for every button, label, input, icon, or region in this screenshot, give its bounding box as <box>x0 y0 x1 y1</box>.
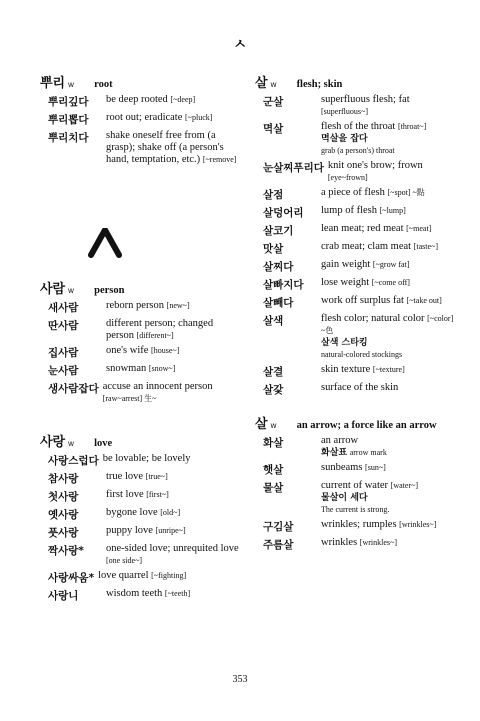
sub-entry <box>40 471 240 486</box>
sub-term: 짝사랑* <box>48 545 84 557</box>
headword: 뿌리 <box>40 76 66 91</box>
sub-tag: [water~] <box>390 481 419 490</box>
sub-entry <box>255 205 455 220</box>
headword-gloss: root <box>94 79 113 90</box>
sub-entry <box>40 525 240 540</box>
sub-gloss: shake oneself free from (a grasp); shake off (a person's hand, temptation, etc.) <box>106 130 224 165</box>
sub-gloss: reborn person <box>106 300 165 311</box>
sub-tag: [~grow fat] <box>372 260 410 269</box>
example-korean: 물살이 세다 <box>321 493 368 503</box>
example-english: The current is strong. <box>321 505 390 514</box>
sub-gloss: flesh of the throat <box>321 121 396 132</box>
sub-tag: [~meat] <box>406 224 432 233</box>
sub-entry <box>255 187 455 202</box>
sub-entry <box>40 489 240 504</box>
sub-term: 구김살 <box>263 521 294 533</box>
sub-gloss: wrinkles; rumples <box>321 519 397 530</box>
sub-entry <box>255 241 455 256</box>
sub-tag: [~teeth] <box>164 589 191 598</box>
sub-term: 살빠지다 <box>263 279 304 291</box>
sub-tag: [~texture] <box>372 365 405 374</box>
sub-gloss: true love <box>106 471 144 482</box>
headword: 살 <box>255 76 268 91</box>
sub-gloss: wisdom teeth <box>106 588 163 599</box>
sub-entry <box>40 363 240 378</box>
sub-entry <box>255 94 455 118</box>
sub-tag: [house~] <box>151 346 180 355</box>
sub-term: 살덩어리 <box>263 207 304 219</box>
sub-tag: [first~] <box>146 490 169 499</box>
sub-entry <box>255 295 455 310</box>
sub-term: 살결 <box>263 366 284 378</box>
word-marker: w <box>68 80 74 89</box>
sub-tag: [superfluous~] <box>321 107 368 116</box>
sub-term: 첫사랑 <box>48 491 79 503</box>
word-marker: w <box>68 439 74 448</box>
sub-entry <box>255 313 455 361</box>
sub-gloss: bygone love <box>106 507 158 518</box>
sub-tag: [throat~] <box>397 122 427 131</box>
headword-gloss: love <box>94 438 113 449</box>
example-english: grab (a person's) throat <box>321 146 395 155</box>
sub-tag: [different~] <box>136 331 174 340</box>
sub-entry <box>255 277 455 292</box>
entry-sal-arrow <box>255 413 455 552</box>
sub-entry <box>40 318 240 342</box>
sub-term: 사랑니 <box>48 590 79 602</box>
entry-saram <box>40 278 240 405</box>
sub-gloss: snowman <box>106 363 147 374</box>
sub-entry <box>255 121 455 157</box>
sub-tag: [~deep] <box>170 95 196 104</box>
sub-term: 뿌리뽑다 <box>48 114 89 126</box>
sub-term: 화살 <box>263 437 284 449</box>
sub-gloss: lump of flesh <box>321 205 377 216</box>
sub-term: 주름살 <box>263 539 294 551</box>
sub-gloss: be lovable; be lovely <box>102 453 191 464</box>
sub-gloss: skin texture <box>321 364 371 375</box>
sub-term: 풋사랑 <box>48 527 79 539</box>
sub-gloss: current of water <box>321 480 389 491</box>
headword-gloss: flesh; skin <box>296 79 343 90</box>
sub-entry <box>40 345 240 360</box>
sub-gloss: wrinkles <box>321 537 358 548</box>
sub-term: 눈사람 <box>48 365 79 377</box>
sub-term: 물살 <box>263 482 284 494</box>
sub-entry <box>255 435 455 459</box>
sub-gloss: surface of the skin <box>321 382 399 393</box>
sub-entry <box>255 160 455 184</box>
sub-entry <box>40 507 240 522</box>
sub-tag: [unripe~] <box>155 526 186 535</box>
sub-entry <box>255 537 455 552</box>
sub-entry <box>255 462 455 477</box>
sub-term: 햇살 <box>263 464 284 476</box>
sub-entry <box>40 94 240 109</box>
example-korean: 멱살을 잡다 <box>321 134 368 144</box>
sub-gloss: an arrow <box>321 435 359 446</box>
sub-term: 사랑스럽다 <box>48 455 99 467</box>
sub-gloss: puppy love <box>106 525 153 536</box>
example-english: arrow mark <box>349 448 387 457</box>
sub-tag: [sun~] <box>365 463 386 472</box>
left-column <box>40 72 240 619</box>
sub-gloss: a piece of flesh <box>321 187 385 198</box>
sub-entry <box>255 519 455 534</box>
example-korean: 살색 스타킹 <box>321 338 368 348</box>
sub-term: 새사람 <box>48 302 79 314</box>
sub-gloss: root out; eradicate <box>106 112 183 123</box>
entry-sal-flesh <box>255 72 455 397</box>
sub-term: 뿌리치다 <box>48 132 89 144</box>
sub-tag: [one side~] <box>106 556 143 565</box>
sub-term: 살찌다 <box>263 261 294 273</box>
sub-tag: [~take out] <box>406 296 442 305</box>
sub-term: 눈살찌푸리다 <box>263 162 324 174</box>
sub-entry <box>255 382 455 397</box>
entry-ppuri <box>40 72 240 166</box>
sub-term: 사랑싸움* <box>48 572 95 584</box>
sub-term: 살코기 <box>263 225 294 237</box>
word-marker: w <box>270 80 277 89</box>
sub-gloss: be deep rooted <box>106 94 168 105</box>
entry-sarang <box>40 431 240 603</box>
example-korean: 화살표 <box>321 448 348 458</box>
headword: 사람 <box>40 282 66 297</box>
sub-entry <box>40 300 240 315</box>
headword-gloss: an arrow; a force like an arrow <box>296 420 437 431</box>
sub-tag: [new~] <box>166 301 190 310</box>
headword-gloss: person <box>94 285 125 296</box>
sub-gloss: first love <box>106 489 144 500</box>
sub-tag: [~pluck] <box>185 113 213 122</box>
sub-tag: [taste~] <box>413 242 439 251</box>
example-english: natural-colored stockings <box>321 350 403 359</box>
sub-gloss: sunbeams <box>321 462 363 473</box>
sub-tag: [~spot] ~點 <box>387 188 425 197</box>
headword: 사랑 <box>40 435 66 450</box>
sub-tag: [wrinkles~] <box>359 538 398 547</box>
sub-gloss: lean meat; red meat <box>321 223 404 234</box>
sub-gloss: gain weight <box>321 259 371 270</box>
sub-entry <box>40 543 240 567</box>
sub-gloss: one-sided love; unrequited love <box>106 543 239 554</box>
sub-entry <box>40 112 240 127</box>
sub-term: 뿌리깊다 <box>48 96 89 108</box>
sub-term: 집사람 <box>48 347 79 359</box>
sub-entry <box>40 453 240 468</box>
sub-entry <box>40 130 240 166</box>
sub-entry <box>255 480 455 516</box>
sub-gloss: love quarrel <box>98 570 149 581</box>
sub-tag: [~come off] <box>371 278 410 287</box>
sub-gloss: different person; changed person <box>106 318 214 341</box>
sub-term: 살빼다 <box>263 297 294 309</box>
sub-term: 딴사람 <box>48 320 79 332</box>
sub-entry <box>40 381 240 405</box>
headword: 살 <box>255 417 268 432</box>
page-header-letter: ㅅ <box>233 37 247 53</box>
sub-tag: [raw~arrest] 生~ <box>102 394 157 403</box>
sub-term: 맛살 <box>263 243 284 255</box>
sub-entry <box>255 364 455 379</box>
sub-tag: [old~] <box>160 508 181 517</box>
sub-tag: [~lump] <box>379 206 406 215</box>
sub-tag: [true~] <box>145 472 168 481</box>
sub-gloss: knit one's brow; frown <box>327 160 423 171</box>
sub-tag: [snow~] <box>148 364 176 373</box>
sub-tag: [~remove] <box>202 155 237 164</box>
sub-gloss: accuse an innocent person <box>102 381 213 392</box>
sub-term: 살점 <box>263 189 284 201</box>
sub-tag: [wrinkles~] <box>399 520 437 529</box>
page-number: 353 <box>232 674 248 685</box>
sub-entry <box>40 588 240 603</box>
sub-gloss: superfluous flesh; fat <box>321 94 410 105</box>
sub-entry <box>40 570 240 585</box>
sub-gloss: lose weight <box>321 277 370 288</box>
sub-term: 참사랑 <box>48 473 79 485</box>
sub-term: 생사람잡다 <box>48 383 99 395</box>
sub-gloss: flesh color; natural color <box>321 313 425 324</box>
sub-gloss: crab meat; clam meat <box>321 241 412 252</box>
sub-entry <box>255 259 455 274</box>
sub-term: 살색 <box>263 315 284 327</box>
sub-term: 멱살 <box>263 123 284 135</box>
right-column <box>255 72 455 568</box>
sub-tag: [~fighting] <box>151 571 187 580</box>
sub-entry <box>255 223 455 238</box>
sub-term: 옛사랑 <box>48 509 79 521</box>
word-marker: w <box>68 286 74 295</box>
sub-gloss: one's wife <box>106 345 149 356</box>
sub-term: 살갗 <box>263 384 284 396</box>
sub-gloss: work off surplus fat <box>321 295 404 306</box>
sub-tag: [~color] ~色 <box>321 314 454 335</box>
sub-term: 군살 <box>263 96 284 108</box>
sub-tag: [eye~frown] <box>327 173 368 182</box>
word-marker: w <box>270 421 277 430</box>
